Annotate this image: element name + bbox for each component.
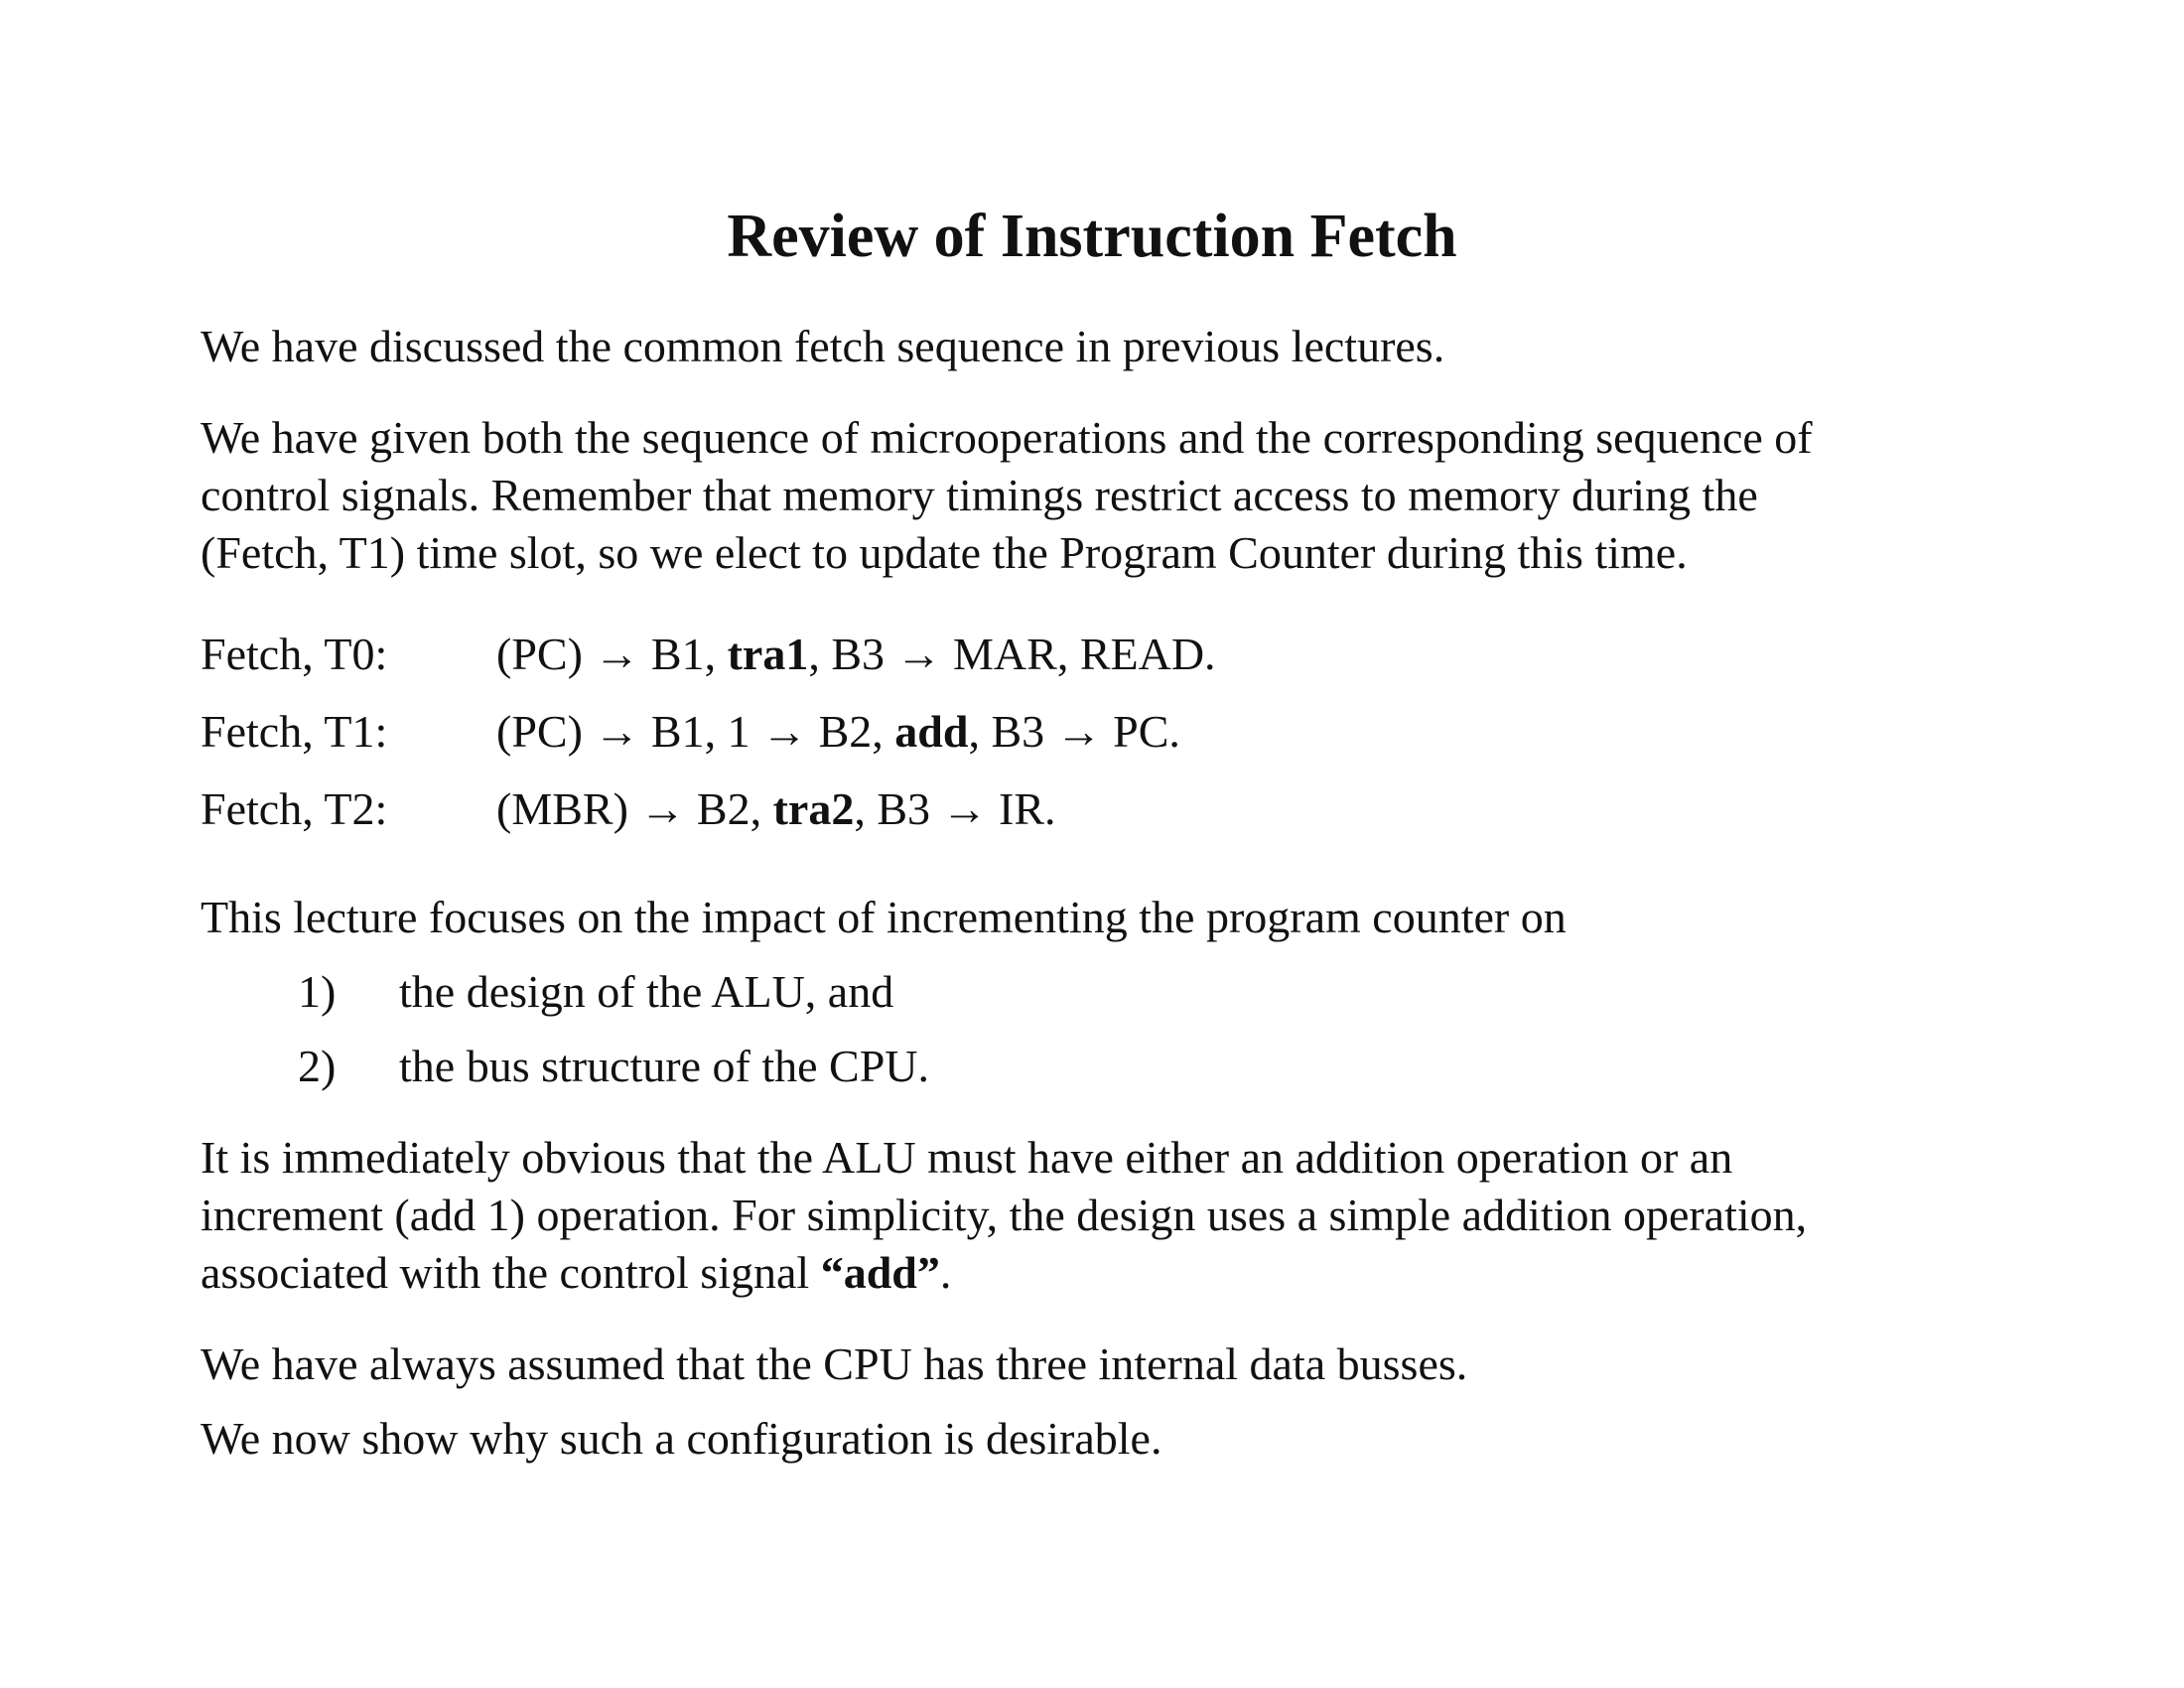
fetch-step-operation [496, 780, 1056, 838]
paragraph-text: associated with the control signal [201, 1247, 821, 1298]
paragraph-line: We have given both the sequence of microoperations and the corresponding sequence of [201, 412, 1813, 463]
list-number: 1) [298, 966, 337, 1017]
paragraph-line: It is immediately obvious that the ALU must have either an addition operation or an [201, 1132, 1733, 1183]
operation-text: (PC) → B1, [496, 629, 728, 679]
control-signal: tra1 [727, 629, 809, 679]
list-text: the design of the ALU, and [399, 966, 894, 1017]
paragraph-microoperations [201, 409, 2007, 582]
paragraph-line: control signals. Remember that memory timings restrict access to memory during the [201, 470, 1758, 520]
list-item [298, 1038, 1985, 1095]
fetch-step-operation [496, 703, 1180, 761]
fetch-step-t2 [201, 780, 1987, 838]
operation-text: (PC) → B1, 1 → B2, [496, 706, 895, 757]
fetch-step-label: Fetch, T1: [201, 706, 388, 757]
operation-text: (MBR) → B2, [496, 783, 773, 834]
paragraph-three-busses: We have always assumed that the CPU has three internal data busses. [201, 1338, 1468, 1389]
operation-text: , B3 → IR. [854, 783, 1056, 834]
fetch-step-t0 [201, 626, 1987, 683]
paragraph-line: increment (add 1) operation. For simplicity, the design uses a simple addition operation, [201, 1190, 1808, 1240]
fetch-step-t1 [201, 703, 1987, 761]
paragraph-configuration: We now show why such a configuration is desirable. [201, 1413, 1162, 1464]
list-number: 2) [298, 1041, 337, 1091]
control-signal: tra2 [772, 783, 855, 834]
fetch-step-label: Fetch, T2: [201, 783, 388, 834]
paragraph-alu-addition [201, 1129, 2007, 1302]
page-title: Review of Instruction Fetch [727, 203, 1457, 270]
operation-text: , B3 → MAR, READ. [808, 629, 1216, 679]
paragraph-line [201, 1244, 2007, 1302]
paragraph-intro: We have discussed the common fetch sequence in previous lectures. [201, 321, 1445, 371]
list-item [298, 963, 1985, 1021]
fetch-step-operation [496, 626, 1216, 683]
control-signal: “add” [820, 1247, 940, 1298]
paragraph-text: . [939, 1247, 952, 1298]
operation-text: , B3 → PC. [968, 706, 1180, 757]
paragraph-line: (Fetch, T1) time slot, so we elect to update the Program Counter during this time. [201, 527, 1688, 578]
paragraph-lecture-focus: This lecture focuses on the impact of incrementing the program counter on [201, 892, 1567, 942]
control-signal: add [894, 706, 969, 757]
list-text: the bus structure of the CPU. [399, 1041, 930, 1091]
fetch-step-label: Fetch, T0: [201, 629, 388, 679]
